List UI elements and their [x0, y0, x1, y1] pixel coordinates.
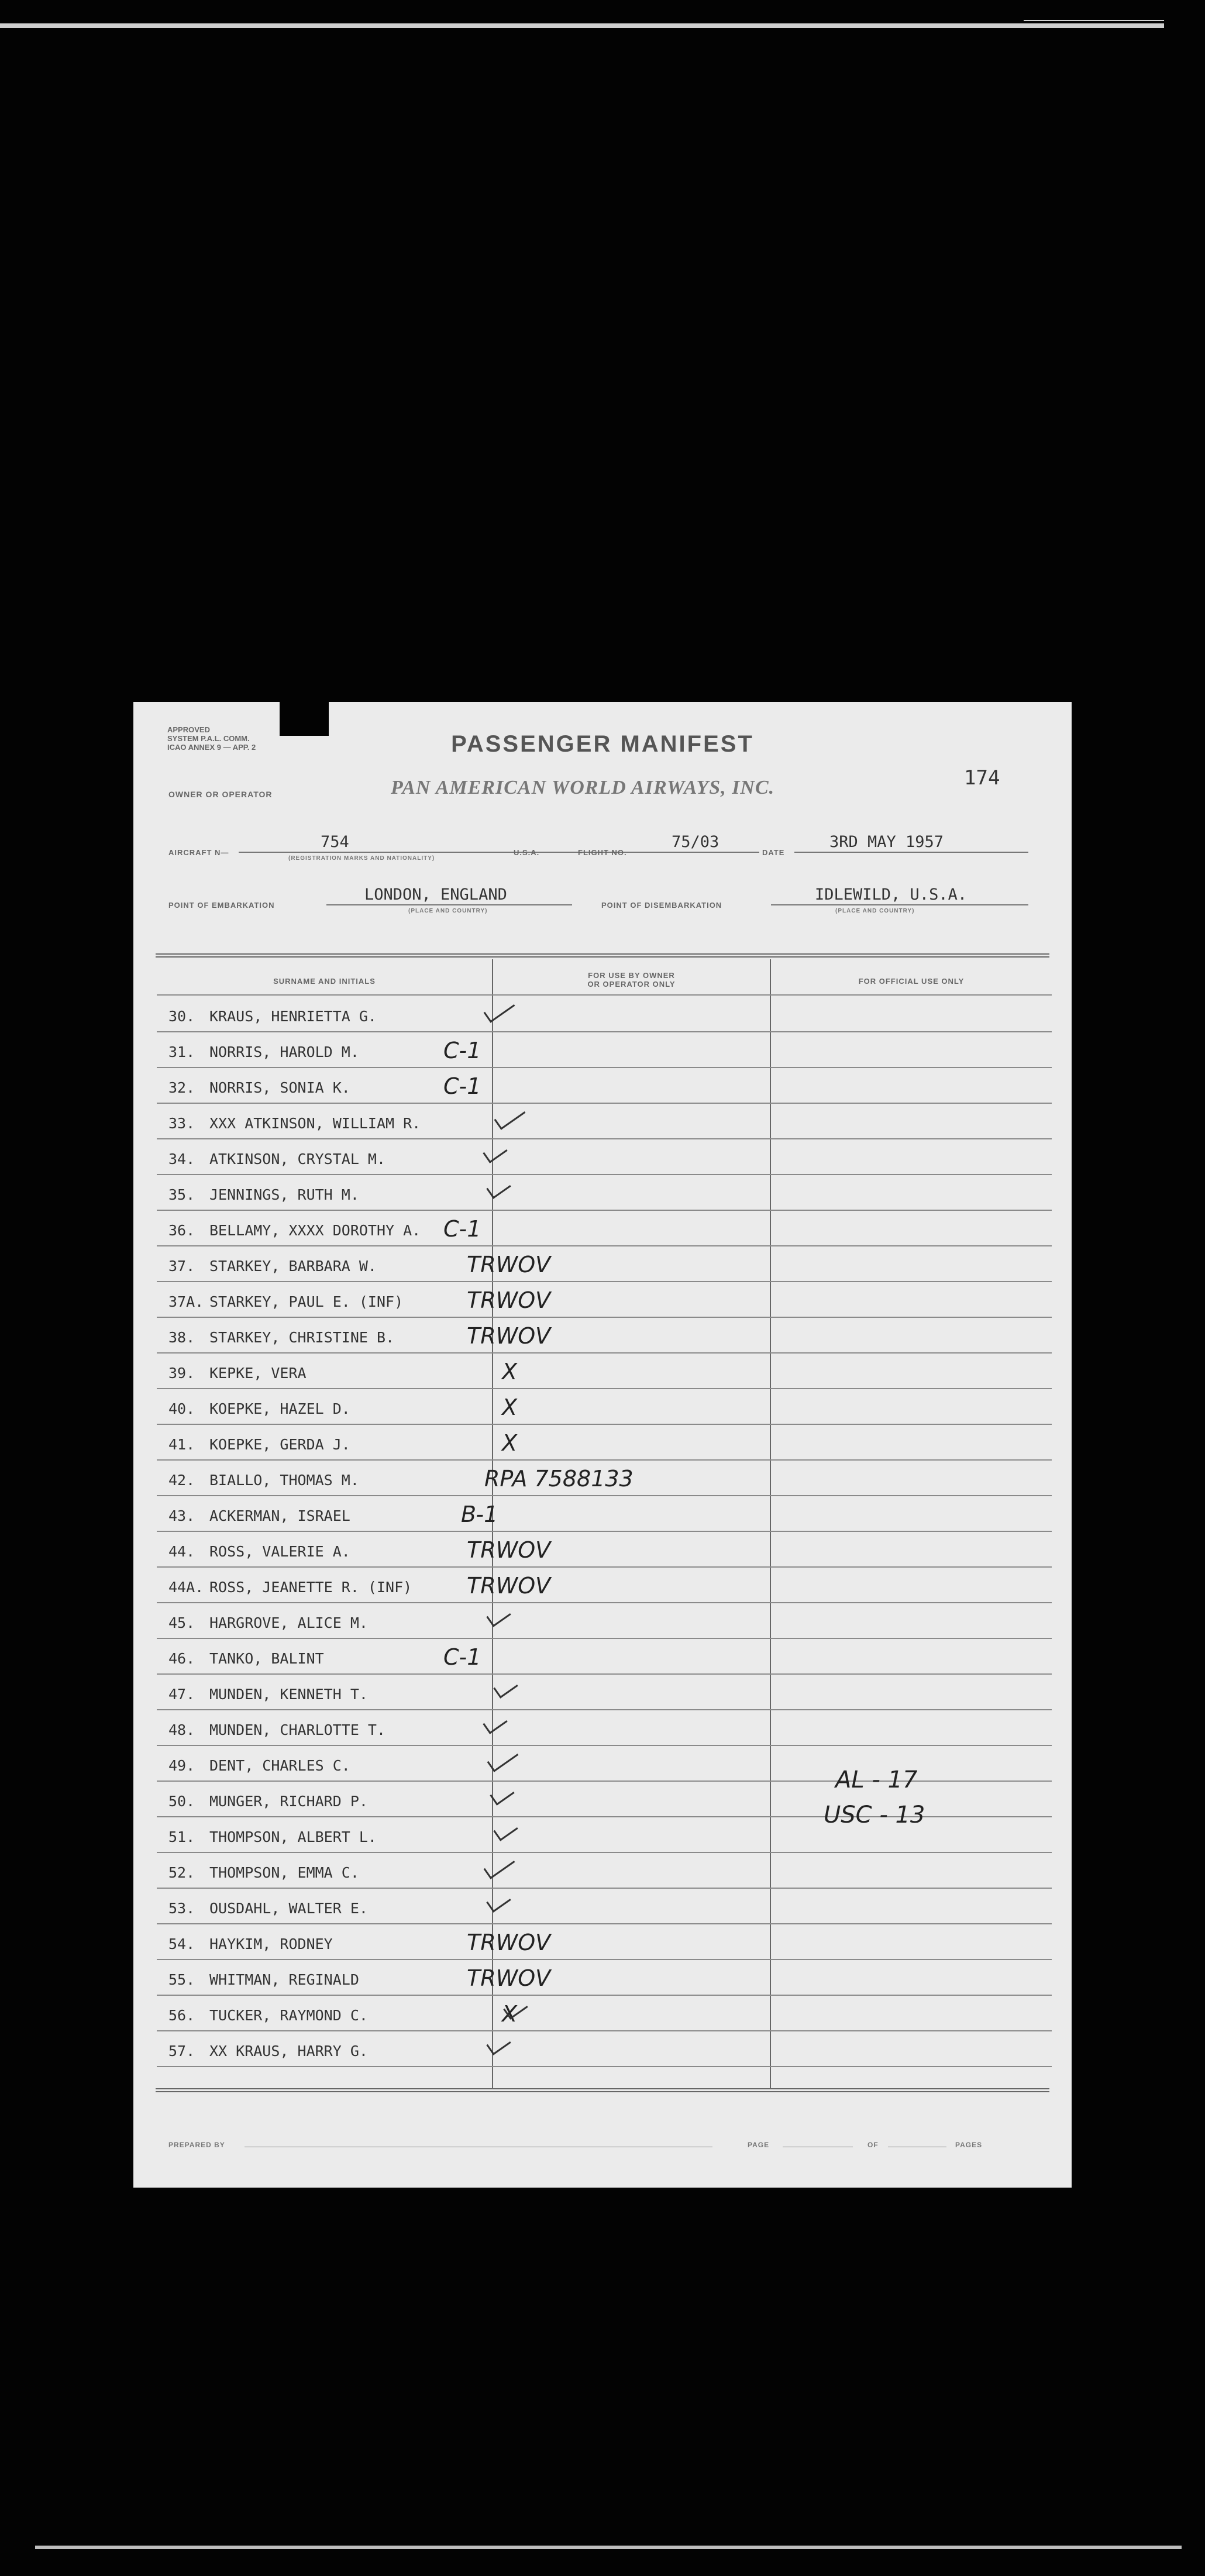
column-header-owner-line: OR OPERATOR ONLY — [587, 980, 676, 989]
row-rule — [157, 1745, 1052, 1746]
passenger-name: ROSS, JEANETTE R. (INF) — [209, 1579, 412, 1596]
column-header-official: FOR OFFICIAL USE ONLY — [858, 977, 965, 986]
passenger-name: KOEPKE, GERDA J. — [209, 1436, 350, 1453]
footer-pages: PAGES — [955, 2141, 983, 2149]
passenger-row — [157, 1104, 1058, 1139]
row-rule — [157, 2030, 1052, 2031]
date-underline — [794, 852, 1028, 853]
passenger-number: 52. — [168, 1864, 195, 1881]
date-label: DATE — [762, 848, 785, 857]
passenger-row — [157, 1176, 1058, 1211]
row-rule — [157, 1174, 1052, 1175]
column-header-owner-line: FOR USE BY OWNER — [588, 971, 675, 980]
check-mark — [494, 1103, 526, 1129]
passenger-row — [157, 1390, 1058, 1425]
row-rule — [157, 2066, 1052, 2067]
handwritten-annotation: C-1 — [443, 1073, 481, 1099]
check-mark — [493, 1819, 518, 1841]
passenger-row — [157, 1069, 1058, 1104]
handwritten-annotation: TRWOV — [467, 1965, 551, 1991]
passenger-number: 32. — [168, 1079, 195, 1096]
check-mark — [486, 1890, 511, 1912]
passenger-row — [157, 1283, 1058, 1318]
row-rule — [157, 1888, 1052, 1889]
handwritten-annotation: X — [502, 2001, 518, 2027]
passenger-name: ROSS, VALERIE A. — [209, 1543, 350, 1560]
disembark-sub: (PLACE AND COUNTRY) — [835, 908, 915, 914]
passenger-number: 42. — [168, 1472, 195, 1489]
check-mark — [486, 1604, 511, 1627]
passenger-row — [157, 1318, 1058, 1354]
form-title: PASSENGER MANIFEST — [451, 731, 754, 757]
row-rule — [157, 1995, 1052, 1996]
passenger-number: 40. — [168, 1400, 195, 1417]
passenger-row — [157, 1925, 1058, 1960]
passenger-number: 38. — [168, 1329, 195, 1346]
column-header-owner-use — [493, 971, 770, 989]
column-header-surname: SURNAME AND INITIALS — [273, 977, 376, 986]
passenger-name: MUNDEN, KENNETH T. — [209, 1686, 368, 1703]
passenger-number: 49. — [168, 1757, 195, 1774]
passenger-row — [157, 1747, 1058, 1782]
handwritten-annotation: TRWOV — [467, 1252, 551, 1277]
passenger-number: 51. — [168, 1828, 195, 1845]
page-number: 174 — [964, 766, 1000, 790]
passenger-row — [157, 1461, 1058, 1496]
aircraft-sub: (REGISTRATION MARKS AND NATIONALITY) — [288, 855, 435, 862]
passenger-name: MUNDEN, CHARLOTTE T. — [209, 1721, 386, 1738]
handwritten-annotation: TRWOV — [467, 1323, 551, 1349]
row-rule — [157, 1424, 1052, 1425]
disembark-underline — [771, 904, 1028, 905]
passenger-name: BELLAMY, XXXX DOROTHY A. — [209, 1222, 421, 1239]
passenger-number: 31. — [168, 1044, 195, 1060]
handwritten-annotation: B-1 — [461, 1501, 498, 1527]
passenger-number: 54. — [168, 1936, 195, 1952]
check-mark — [493, 1676, 518, 1698]
check-mark — [484, 996, 515, 1022]
passenger-name: KEPKE, VERA — [209, 1365, 307, 1382]
passenger-name: NORRIS, HAROLD M. — [209, 1044, 359, 1060]
check-mark — [490, 1783, 514, 1805]
approval-line: APPROVED — [167, 725, 210, 734]
flight-underline — [642, 852, 759, 853]
check-mark — [486, 1176, 511, 1199]
passenger-number: 48. — [168, 1721, 195, 1738]
microfilm-edge-bottom — [35, 2546, 1182, 2549]
handwritten-annotation: X — [502, 1430, 518, 1456]
handwritten-annotation: TRWOV — [467, 1573, 551, 1599]
passenger-number: 44A. — [168, 1579, 204, 1596]
passenger-name: ACKERMAN, ISRAEL — [209, 1507, 350, 1524]
passenger-number: 37. — [168, 1258, 195, 1275]
passenger-name: STARKEY, BARBARA W. — [209, 1258, 377, 1275]
passenger-number: 34. — [168, 1151, 195, 1168]
approval-line: ICAO ANNEX 9 — APP. 2 — [167, 743, 256, 752]
manifest-sheet — [133, 702, 1072, 2188]
passenger-row — [157, 1675, 1058, 1710]
footer-page: PAGE — [748, 2141, 770, 2149]
passenger-number: 37A. — [168, 1293, 204, 1310]
passenger-name: KOEPKE, HAZEL D. — [209, 1400, 350, 1417]
check-mark — [486, 2033, 511, 2055]
passenger-number: 46. — [168, 1650, 195, 1667]
passenger-row — [157, 997, 1058, 1032]
passenger-number: 30. — [168, 1008, 195, 1025]
passenger-name: OUSDAHL, WALTER E. — [209, 1900, 368, 1917]
row-rule — [157, 1138, 1052, 1139]
handwritten-annotation: TRWOV — [467, 1930, 551, 1955]
passenger-row — [157, 2032, 1058, 2067]
check-mark — [484, 1852, 515, 1879]
passenger-number: 50. — [168, 1793, 195, 1810]
row-rule — [157, 1067, 1052, 1068]
microfilm-dust-mark — [1024, 20, 1164, 21]
passenger-row — [157, 1354, 1058, 1389]
row-rule — [157, 1281, 1052, 1282]
row-rule — [157, 1317, 1052, 1318]
passenger-name: DENT, CHARLES C. — [209, 1757, 350, 1774]
row-rule — [157, 1852, 1052, 1853]
passenger-row — [157, 1568, 1058, 1603]
passenger-name: NORRIS, SONIA K. — [209, 1079, 350, 1096]
passenger-number: 39. — [168, 1365, 195, 1382]
passenger-name: TUCKER, RAYMOND C. — [209, 2007, 368, 2024]
passenger-number: 36. — [168, 1222, 195, 1239]
passenger-row — [157, 1247, 1058, 1282]
passenger-name: KRAUS, HENRIETTA G. — [209, 1008, 377, 1025]
embark-sub: (PLACE AND COUNTRY) — [408, 908, 488, 914]
passenger-row — [157, 1425, 1058, 1461]
disembark-value: IDLEWILD, U.S.A. — [815, 886, 968, 904]
passenger-name: XX KRAUS, HARRY G. — [209, 2043, 368, 2060]
handwritten-annotation: C-1 — [443, 1216, 481, 1242]
row-rule — [157, 1602, 1052, 1603]
check-mark — [483, 1141, 507, 1163]
passenger-row — [157, 1211, 1058, 1246]
flight-value: 75/03 — [672, 833, 719, 851]
passenger-name: HARGROVE, ALICE M. — [209, 1614, 368, 1631]
row-rule — [157, 1709, 1052, 1710]
official-note: AL - 17 — [835, 1766, 918, 1793]
header-underline — [157, 994, 1052, 996]
passenger-name: STARKEY, PAUL E. (INF) — [209, 1293, 404, 1310]
row-rule — [157, 1495, 1052, 1496]
passenger-row — [157, 1497, 1058, 1532]
embark-label: POINT OF EMBARKATION — [168, 901, 275, 910]
passenger-row — [157, 1961, 1058, 1996]
row-rule — [157, 1959, 1052, 1960]
passenger-row — [157, 1033, 1058, 1068]
passenger-name: WHITMAN, REGINALD — [209, 1971, 359, 1988]
row-rule — [157, 1638, 1052, 1639]
passenger-name: THOMPSON, ALBERT L. — [209, 1828, 377, 1845]
table-top-rule — [156, 953, 1049, 958]
row-rule — [157, 1673, 1052, 1675]
carrier-label: OWNER OR OPERATOR — [168, 790, 273, 799]
date-value: 3RD MAY 1957 — [829, 833, 944, 851]
passenger-name: XXX ATKINSON, WILLIAM R. — [209, 1115, 421, 1132]
row-rule — [157, 1531, 1052, 1532]
passenger-row — [157, 1996, 1058, 2031]
check-mark — [487, 1745, 519, 1772]
handwritten-annotation: TRWOV — [467, 1287, 551, 1313]
embark-value: LONDON, ENGLAND — [364, 886, 507, 904]
carrier-name: PAN AMERICAN WORLD AIRWAYS, INC. — [391, 777, 775, 798]
passenger-number: 44. — [168, 1543, 195, 1560]
row-rule — [157, 1352, 1052, 1354]
row-rule — [157, 1566, 1052, 1568]
passenger-number: 57. — [168, 2043, 195, 2060]
row-rule — [157, 1923, 1052, 1924]
row-rule — [157, 1210, 1052, 1211]
passenger-name: STARKEY, CHRISTINE B. — [209, 1329, 395, 1346]
passenger-number: 55. — [168, 1971, 195, 1988]
footer-of: OF — [867, 2141, 879, 2149]
flight-label: FLIGHT NO. — [578, 848, 627, 857]
passenger-number: 45. — [168, 1614, 195, 1631]
handwritten-annotation: TRWOV — [467, 1537, 551, 1563]
handwritten-annotation: C-1 — [443, 1644, 481, 1670]
check-mark — [483, 1711, 507, 1734]
handwritten-annotation: RPA 7588133 — [484, 1466, 634, 1492]
passenger-name: THOMPSON, EMMA C. — [209, 1864, 359, 1881]
passenger-name: BIALLO, THOMAS M. — [209, 1472, 359, 1489]
aircraft-label: AIRCRAFT N— — [168, 848, 229, 857]
passenger-number: 33. — [168, 1115, 195, 1132]
table-bottom-rule — [156, 2088, 1049, 2092]
microfilm-edge-top — [0, 23, 1164, 28]
passenger-row — [157, 1711, 1058, 1746]
passenger-name: ATKINSON, CRYSTAL M. — [209, 1151, 386, 1168]
passenger-number: 47. — [168, 1686, 195, 1703]
passenger-row — [157, 1140, 1058, 1175]
passenger-number: 35. — [168, 1186, 195, 1203]
passenger-number: 53. — [168, 1900, 195, 1917]
usa-label: U.S.A. — [514, 848, 540, 857]
row-rule — [157, 1388, 1052, 1389]
approval-line: SYSTEM P.A.L. COMM. — [167, 734, 250, 743]
passenger-name: MUNGER, RICHARD P. — [209, 1793, 368, 1810]
disembark-label: POINT OF DISEMBARKATION — [601, 901, 722, 910]
handwritten-annotation: X — [502, 1359, 518, 1385]
passenger-name: TANKO, BALINT — [209, 1650, 324, 1667]
row-rule — [157, 1781, 1052, 1782]
passenger-name: HAYKIM, RODNEY — [209, 1936, 333, 1952]
passenger-row — [157, 1532, 1058, 1568]
passenger-row — [157, 1604, 1058, 1639]
passenger-row — [157, 1640, 1058, 1675]
passenger-name: JENNINGS, RUTH M. — [209, 1186, 359, 1203]
handwritten-annotation: X — [502, 1394, 518, 1420]
embark-underline — [326, 904, 572, 905]
footer-prepared-by: PREPARED BY — [168, 2141, 225, 2149]
handwritten-annotation: C-1 — [443, 1038, 481, 1063]
row-rule — [157, 1103, 1052, 1104]
row-rule — [157, 1459, 1052, 1461]
passenger-number: 41. — [168, 1436, 195, 1453]
row-rule — [157, 1031, 1052, 1032]
aircraft-value: 754 — [321, 833, 349, 851]
row-rule — [157, 1245, 1052, 1246]
passenger-row — [157, 1854, 1058, 1889]
passenger-number: 43. — [168, 1507, 195, 1524]
passenger-row — [157, 1889, 1058, 1924]
official-note: USC - 13 — [824, 1802, 925, 1828]
passenger-number: 56. — [168, 2007, 195, 2024]
